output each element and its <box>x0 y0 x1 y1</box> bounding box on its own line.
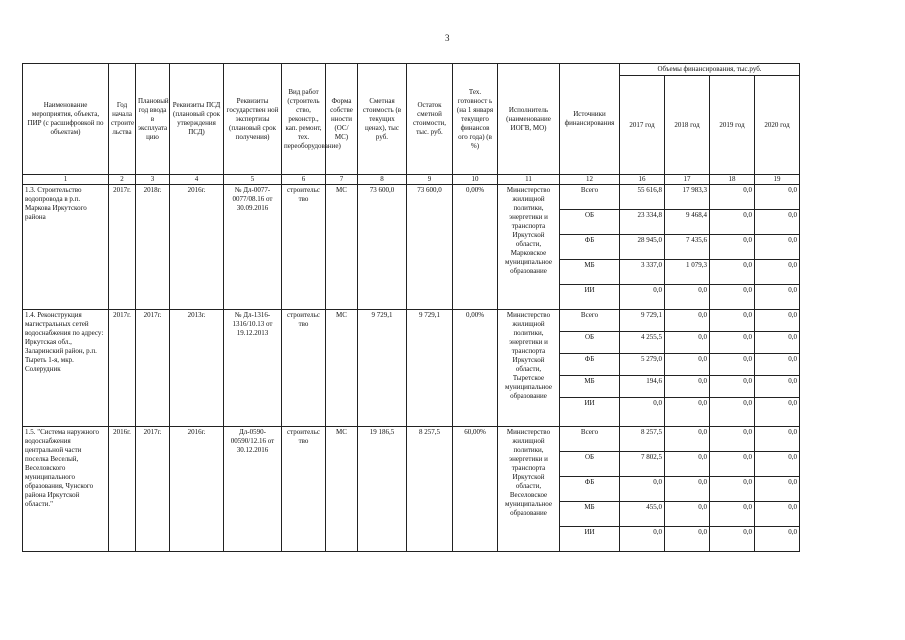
value-2017: 9 729,1 <box>620 310 665 332</box>
executor: Министерство жилищной политики, энергетики и транспорта Иркутской области, Марковское муниципальное образование <box>498 185 560 310</box>
plan-year: 2017г. <box>136 427 170 552</box>
remainder: 8 257,5 <box>407 427 453 552</box>
value-2018: 0,0 <box>665 310 710 332</box>
value-2019: 0,0 <box>710 332 755 354</box>
value-2019: 0,0 <box>710 427 755 452</box>
header-sources: Источники финансирования <box>560 64 620 175</box>
header-plan-year: Плановый год ввода в эксплуата цию <box>136 64 170 175</box>
value-2018: 17 983,3 <box>665 185 710 210</box>
readiness: 60,00% <box>453 427 498 552</box>
column-number: 1 <box>23 175 109 185</box>
ownership: МС <box>326 427 358 552</box>
value-2020: 0,0 <box>755 185 800 210</box>
column-number: 7 <box>326 175 358 185</box>
table-row <box>23 185 800 210</box>
readiness: 0,00% <box>453 185 498 310</box>
value-2018: 0,0 <box>665 354 710 376</box>
source-label: ИИ <box>560 398 620 427</box>
column-number: 6 <box>282 175 326 185</box>
start-year: 2017г. <box>109 310 136 427</box>
column-number: 5 <box>224 175 282 185</box>
project-1-4 <box>23 310 800 427</box>
value-2019: 0,0 <box>710 376 755 398</box>
table-row <box>23 427 800 452</box>
value-2019: 0,0 <box>710 452 755 477</box>
value-2018: 9 468,4 <box>665 210 710 235</box>
value-2017: 0,0 <box>620 398 665 427</box>
financing-table <box>22 63 800 552</box>
column-number: 16 <box>620 175 665 185</box>
value-2018: 0,0 <box>665 502 710 527</box>
estimate: 19 186,5 <box>358 427 407 552</box>
value-2017: 7 802,5 <box>620 452 665 477</box>
value-2018: 0,0 <box>665 332 710 354</box>
value-2018: 0,0 <box>665 376 710 398</box>
value-2019: 0,0 <box>710 260 755 285</box>
value-2019: 0,0 <box>710 398 755 427</box>
value-2020: 0,0 <box>755 376 800 398</box>
source-label: Всего <box>560 310 620 332</box>
expertise: № Дл-0077-0077/08.16 от 30.09.2016 <box>224 185 282 310</box>
header-year-2017: 2017 год <box>620 76 665 175</box>
estimate: 9 729,1 <box>358 310 407 427</box>
value-2019: 0,0 <box>710 502 755 527</box>
project-name: 1.4. Реконструкция магистральных сетей водоснабжения по адресу: Иркутская обл., Заларинский район, р.п. Тыреть 1-я, мкр. Солерудник <box>23 310 109 427</box>
value-2020: 0,0 <box>755 502 800 527</box>
value-2019: 0,0 <box>710 185 755 210</box>
start-year: 2016г. <box>109 427 136 552</box>
column-number-row <box>23 175 800 185</box>
remainder: 9 729,1 <box>407 310 453 427</box>
value-2017: 0,0 <box>620 527 665 552</box>
value-2017: 55 616,8 <box>620 185 665 210</box>
value-2019: 0,0 <box>710 285 755 310</box>
header-name: Наименование мероприятия, объекта, ПИР (с расшифровкой по объектам) <box>23 64 109 175</box>
work-type: строительс тво <box>282 185 326 310</box>
value-2020: 0,0 <box>755 398 800 427</box>
header-work-type: Вид работ (строитель ство, реконстр., кап. ремонт, тех. переоборудование) <box>282 64 326 175</box>
value-2018: 0,0 <box>665 285 710 310</box>
estimate: 73 600,0 <box>358 185 407 310</box>
value-2018: 0,0 <box>665 477 710 502</box>
psd: 2013г. <box>170 310 224 427</box>
value-2020: 0,0 <box>755 310 800 332</box>
value-2020: 0,0 <box>755 477 800 502</box>
header-start-year: Год начала строите льства <box>109 64 136 175</box>
value-2018: 0,0 <box>665 527 710 552</box>
ownership: МС <box>326 185 358 310</box>
column-number: 12 <box>560 175 620 185</box>
value-2020: 0,0 <box>755 354 800 376</box>
column-number: 3 <box>136 175 170 185</box>
project-1-5 <box>23 427 800 552</box>
value-2017: 28 945,0 <box>620 235 665 260</box>
value-2017: 23 334,8 <box>620 210 665 235</box>
source-label: ОБ <box>560 210 620 235</box>
value-2018: 7 435,6 <box>665 235 710 260</box>
expertise: № Дл-1316-1316/10.13 от 19.12.2013 <box>224 310 282 427</box>
header-executor: Исполнитель (наименование ИОГВ, МО) <box>498 64 560 175</box>
value-2020: 0,0 <box>755 260 800 285</box>
value-2018: 0,0 <box>665 427 710 452</box>
column-number: 2 <box>109 175 136 185</box>
value-2020: 0,0 <box>755 527 800 552</box>
value-2017: 8 257,5 <box>620 427 665 452</box>
value-2017: 0,0 <box>620 477 665 502</box>
work-type: строительс тво <box>282 310 326 427</box>
value-2020: 0,0 <box>755 235 800 260</box>
header-expertise: Реквизиты государствен ной экспертизы (плановый срок получения) <box>224 64 282 175</box>
header-volumes: Объемы финансирования, тыс.руб. <box>620 64 800 76</box>
value-2020: 0,0 <box>755 285 800 310</box>
column-number: 10 <box>453 175 498 185</box>
value-2018: 1 079,3 <box>665 260 710 285</box>
value-2020: 0,0 <box>755 427 800 452</box>
source-label: ОБ <box>560 452 620 477</box>
plan-year: 2018г. <box>136 185 170 310</box>
value-2018: 0,0 <box>665 398 710 427</box>
header-estimate: Сметная стоимость (в текущих ценах), тыс руб. <box>358 64 407 175</box>
value-2017: 4 255,5 <box>620 332 665 354</box>
column-number: 9 <box>407 175 453 185</box>
readiness: 0,00% <box>453 310 498 427</box>
page-number: 3 <box>445 33 450 43</box>
table-row <box>23 310 800 332</box>
psd: 2016г. <box>170 185 224 310</box>
source-label: ФБ <box>560 354 620 376</box>
value-2017: 455,0 <box>620 502 665 527</box>
value-2017: 194,6 <box>620 376 665 398</box>
header-readiness: Тех. готовност ь (на 1 января текущего финансов ого года) (в %) <box>453 64 498 175</box>
value-2019: 0,0 <box>710 527 755 552</box>
plan-year: 2017г. <box>136 310 170 427</box>
column-number: 19 <box>755 175 800 185</box>
column-number: 18 <box>710 175 755 185</box>
project-name: 1.3. Строительство водопровода в р.п. Маркова Иркутского района <box>23 185 109 310</box>
project-1-3 <box>23 185 800 310</box>
source-label: ИИ <box>560 285 620 310</box>
executor: Министерство жилищной политики, энергетики и транспорта Иркутской области, Веселовское муниципальное образование <box>498 427 560 552</box>
value-2019: 0,0 <box>710 210 755 235</box>
header-row-top <box>23 64 800 76</box>
ownership: МС <box>326 310 358 427</box>
work-type: строительс тво <box>282 427 326 552</box>
source-label: МБ <box>560 376 620 398</box>
source-label: ИИ <box>560 527 620 552</box>
value-2019: 0,0 <box>710 354 755 376</box>
column-number: 11 <box>498 175 560 185</box>
column-number: 17 <box>665 175 710 185</box>
value-2020: 0,0 <box>755 210 800 235</box>
expertise: Дл-0590-00590/12.16 от 30.12.2016 <box>224 427 282 552</box>
value-2020: 0,0 <box>755 332 800 354</box>
source-label: ОБ <box>560 332 620 354</box>
value-2019: 0,0 <box>710 310 755 332</box>
value-2019: 0,0 <box>710 235 755 260</box>
column-number: 4 <box>170 175 224 185</box>
source-label: Всего <box>560 185 620 210</box>
project-name: 1.5. "Система наружного водоснабжения центральной части поселка Веселый, Веселовского муниципального образования, Чунского района Иркутской области." <box>23 427 109 552</box>
column-number: 8 <box>358 175 407 185</box>
source-label: ФБ <box>560 477 620 502</box>
source-label: ФБ <box>560 235 620 260</box>
header-year-2019: 2019 год <box>710 76 755 175</box>
header-year-2018: 2018 год <box>665 76 710 175</box>
value-2017: 3 337,0 <box>620 260 665 285</box>
value-2017: 5 279,0 <box>620 354 665 376</box>
value-2017: 0,0 <box>620 285 665 310</box>
source-label: МБ <box>560 502 620 527</box>
remainder: 73 600,0 <box>407 185 453 310</box>
executor: Министерство жилищной политики, энергетики и транспорта Иркутской области, Тыретское муниципальное образование <box>498 310 560 427</box>
psd: 2016г. <box>170 427 224 552</box>
header-year-2020: 2020 год <box>755 76 800 175</box>
source-label: Всего <box>560 427 620 452</box>
header-psd: Реквизиты ПСД (плановый срок утверждения ПСД) <box>170 64 224 175</box>
source-label: МБ <box>560 260 620 285</box>
value-2018: 0,0 <box>665 452 710 477</box>
header-remainder: Остаток сметной стоимости, тыс. руб. <box>407 64 453 175</box>
start-year: 2017г. <box>109 185 136 310</box>
value-2019: 0,0 <box>710 477 755 502</box>
header-ownership: Форма собстве нности (ОС/МС) <box>326 64 358 175</box>
value-2020: 0,0 <box>755 452 800 477</box>
